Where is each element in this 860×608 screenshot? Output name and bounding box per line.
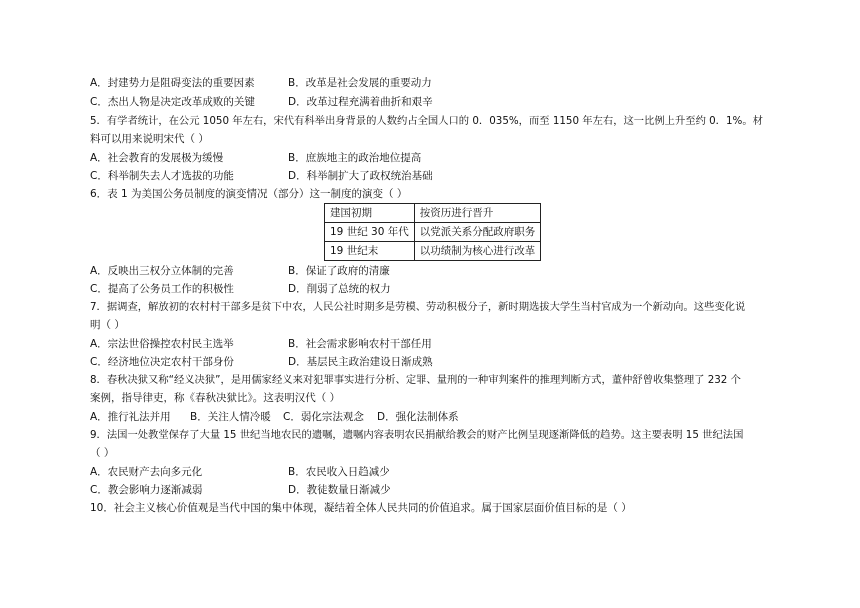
q7-stem-line2: 明（ ） — [90, 319, 125, 331]
q6-option-b: B．保证了政府的清廉 — [288, 265, 390, 277]
q8-option-a: A．推行礼法并用 — [90, 411, 171, 423]
q8-stem-line1: 8．春秋决狱又称“经义决狱”，是用儒家经义来对犯罪事实进行分析、定罪、量刑的一种审判案件的推理判断方式，董仲舒曾收集整理了 232 个 — [90, 374, 741, 386]
table-cell: 以党派关系分配政府职务 — [414, 223, 541, 242]
q8-option-c: C．弱化宗法观念 — [283, 411, 364, 423]
q10-stem: 10．社会主义核心价值观是当代中国的集中体现，凝结着全体人民共同的价值追求。属于国家层面价值目标的是（ ） — [90, 502, 632, 514]
q4-option-d: D．改革过程充满着曲折和艰辛 — [288, 96, 433, 108]
q5-option-d: D．科举制扩大了政权统治基础 — [288, 170, 433, 182]
table-cell: 按资历进行晋升 — [414, 204, 541, 223]
q7-option-a: A．宗法世俗操控农村民主选举 — [90, 338, 234, 350]
q4-option-a: A．封建势力是阻碍变法的重要因素 — [90, 77, 255, 89]
q4-option-c: C．杰出人物是决定改革成败的关键 — [90, 96, 255, 108]
q9-stem-line2: （ ） — [90, 447, 115, 459]
q6-stem: 6．表 1 为美国公务员制度的演变情况（部分）这一制度的演变（ ） — [90, 188, 408, 200]
table-cell: 以功绩制为核心进行改革 — [414, 242, 541, 261]
q8-option-b: B．关注人情冷暖 — [190, 411, 271, 423]
q7-option-b: B．社会需求影响农村干部任用 — [288, 338, 432, 350]
q7-option-c: C．经济地位决定农村干部身份 — [90, 356, 234, 368]
q6-option-a: A．反映出三权分立体制的完善 — [90, 265, 234, 277]
q5-option-a: A．社会教育的发展极为缓慢 — [90, 152, 224, 164]
q5-option-b: B．庶族地主的政治地位提高 — [288, 152, 422, 164]
table-cell: 19 世纪 30 年代 — [325, 223, 415, 242]
q4-option-b: B．改革是社会发展的重要动力 — [288, 77, 432, 89]
q9-option-b: B．农民收入日趋减少 — [288, 466, 390, 478]
q7-option-d: D．基层民主政治建设日渐成熟 — [288, 356, 433, 368]
table-cell: 建国初期 — [325, 204, 415, 223]
q5-stem-line2: 料可以用来说明宋代（ ） — [90, 133, 209, 145]
table-row — [325, 204, 541, 223]
q9-option-d: D．教徒数量日渐减少 — [288, 484, 391, 496]
q9-option-a: A．农民财产去向多元化 — [90, 466, 203, 478]
table-1 — [324, 203, 541, 261]
q8-stem-line2: 案例，指导律吏，称《春秋决狱比》。这表明汉代（ ） — [90, 392, 341, 404]
q9-option-c: C．教会影响力逐渐减弱 — [90, 484, 203, 496]
q6-option-d: D．削弱了总统的权力 — [288, 283, 391, 295]
q5-stem-line1: 5．有学者统计，在公元 1050 年左右，宋代有科举出身背景的人数约占全国人口的 0．035%，而至 1150 年左右，这一比例上升至约 0．1%。材 — [90, 115, 763, 127]
table-cell: 19 世纪末 — [325, 242, 415, 261]
table-row — [325, 223, 541, 242]
q5-option-c: C．科举制失去人才选拔的功能 — [90, 170, 234, 182]
q8-option-d: D．强化法制体系 — [377, 411, 459, 423]
q9-stem-line1: 9．法国一处教堂保存了大量 15 世纪当地农民的遗嘱，遗嘱内容表明农民捐献给教会的财产比例呈现逐渐降低的趋势。这主要表明 15 世纪法国 — [90, 429, 744, 441]
q7-stem-line1: 7．据调查，解放初的农村村干部多是贫下中农，人民公社时期多是劳模、劳动积极分子，新时期选拔大学生当村官成为一个新动向。这些变化说 — [90, 301, 746, 313]
q6-option-c: C．提高了公务员工作的积极性 — [90, 283, 234, 295]
table-row — [325, 242, 541, 261]
